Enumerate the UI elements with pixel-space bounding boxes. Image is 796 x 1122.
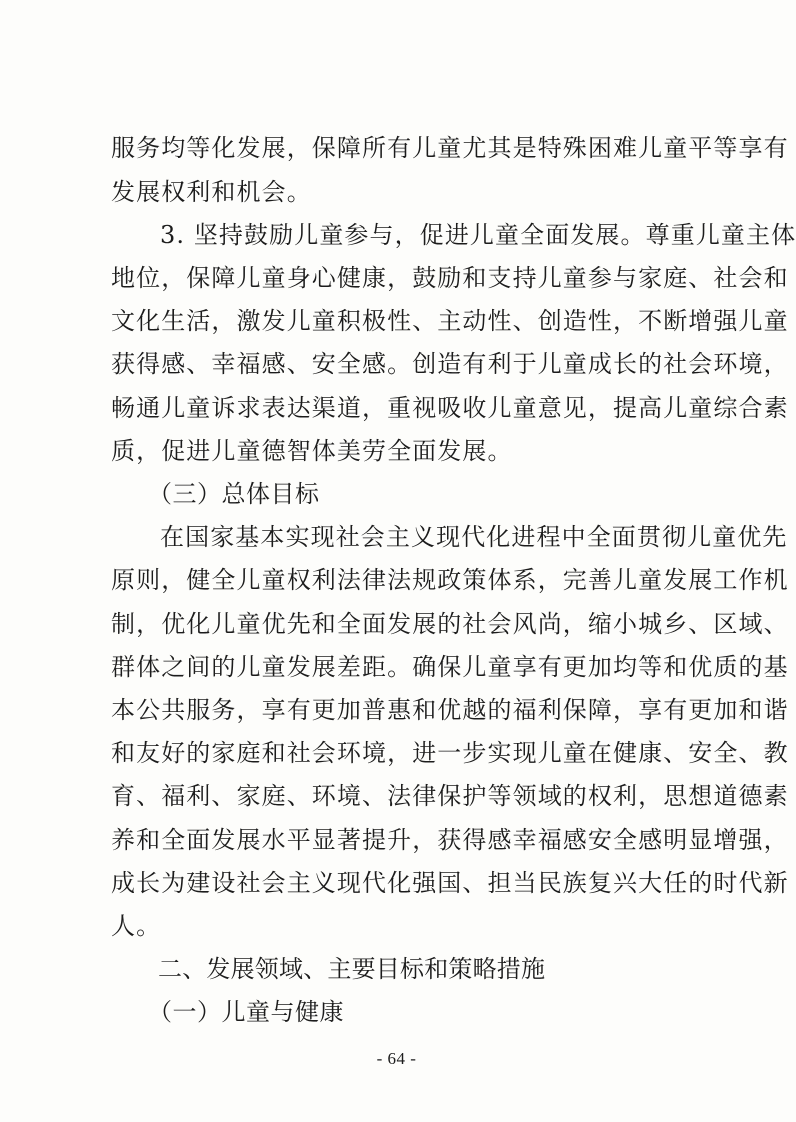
page-number: - 64 - [376, 1049, 417, 1068]
text-line: 成长为建设社会主义现代化强国、担当民族复兴大任的时代新 [111, 869, 789, 897]
text-line: 畅通儿童诉求表达渠道，重视吸收儿童意见，提高儿童综合素 [111, 394, 789, 422]
text-line: 3. 坚持鼓励儿童参与，促进儿童全面发展。尊重儿童主体 [160, 221, 796, 249]
text-line: 制，优化儿童优先和全面发展的社会风尚，缩小城乡、区域、 [111, 610, 789, 638]
text-line: 本公共服务，享有更加普惠和优越的福利保障，享有更加和谐 [111, 696, 789, 724]
text-line: 原则，健全儿童权利法律法规政策体系，完善儿童发展工作机 [111, 566, 789, 594]
text-line: 发展权利和机会。 [111, 178, 312, 206]
text-line: 地位，保障儿童身心健康，鼓励和支持儿童参与家庭、社会和 [111, 264, 789, 292]
text-line: 文化生活，激发儿童积极性、主动性、创造性，不断增强儿童 [111, 307, 789, 335]
text-line: 育、福利、家庭、环境、法律保护等领域的权利，思想道德素 [111, 782, 789, 810]
text-line: 养和全面发展水平显著提升，获得感幸福感安全感明显增强， [111, 826, 789, 854]
text-line: 和友好的家庭和社会环境，进一步实现儿童在健康、安全、教 [111, 739, 789, 767]
text-line: 群体之间的儿童发展差距。确保儿童享有更加均等和优质的基 [111, 653, 789, 681]
chapter-heading: 二、发展领域、主要目标和策略措施 [158, 955, 546, 983]
text-line: 质，促进儿童德智体美劳全面发展。 [111, 437, 513, 465]
text-line: 人。 [111, 912, 162, 940]
text-line: 服务均等化发展，保障所有儿童尤其是特殊困难儿童平等享有 [111, 134, 789, 162]
text-line: 获得感、幸福感、安全感。创造有利于儿童成长的社会环境， [111, 350, 789, 378]
text-line: 在国家基本实现社会主义现代化进程中全面贯彻儿童优先 [160, 523, 788, 551]
section-heading-children-health: （一）儿童与健康 [148, 998, 344, 1026]
section-heading-overall-goals: （三）总体目标 [148, 480, 320, 508]
